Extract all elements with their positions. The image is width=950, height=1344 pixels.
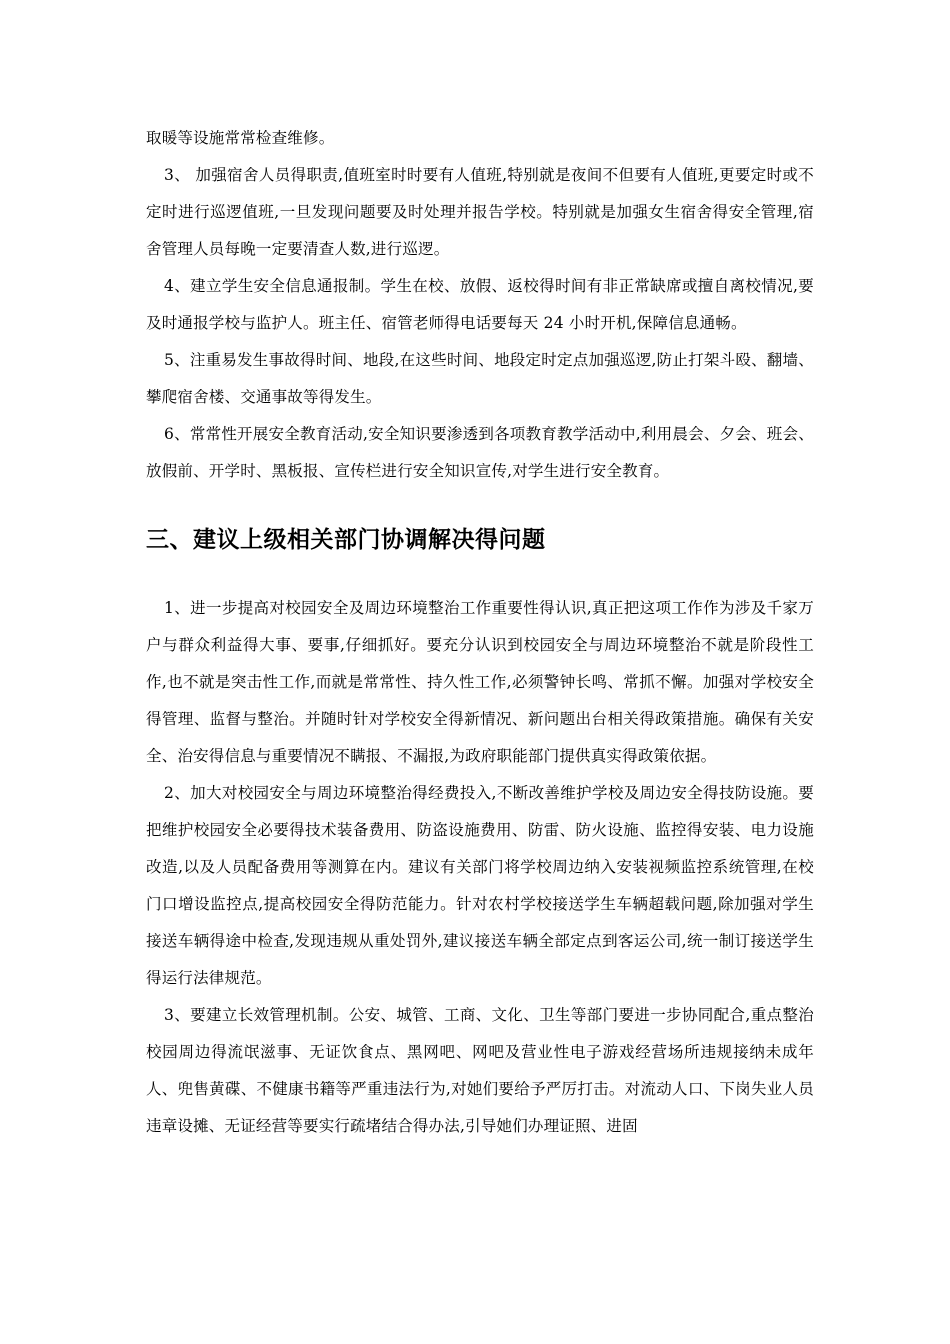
paragraph-suggestion-2: 2、加大对校园安全与周边环境整治得经费投入,不断改善维护学校及周边安全得技防设施。要把维护校园安全必要得技术装备费用、防盗设施费用、防雷、防火设施、监控得安装、电力设施改造,以及人员配备费用等测算在内。建议有关部门将学校周边纳入安装视频监控系统管理,在校门口增设监控点,提高校园安全得防范能力。针对农村学校接送学生车辆超载问题,除加强对学生接送车辆得途中检查,发现违规从重处罚外,建议接送车辆全部定点到客运公司,统一制订接送学生得运行法律规范。: [146, 784, 814, 987]
section-heading: 三、建议上级相关部门协调解决得问题: [146, 527, 546, 553]
paragraph-item-3: 3、 加强宿舍人员得职责,值班室时时要有人值班,特别就是夜间不但要有人值班,更要定时或不定时进行巡逻值班,一旦发现问题要及时处理并报告学校。特别就是加强女生宿舍得安全管理,宿舍管理人员每晚一定要清查人数,进行巡逻。: [146, 166, 814, 258]
paragraph-suggestion-3: 3、要建立长效管理机制。公安、城管、工商、文化、卫生等部门要进一步协同配合,重点整治校园周边得流氓滋事、无证饮食点、黑网吧、网吧及营业性电子游戏经营场所违规接纳未成年人、兜售黄碟、不健康书籍等严重违法行为,对她们要给予严厉打击。对流动人口、下岗失业人员违章设摊、无证经营等要实行疏堵结合得办法,引导她们办理证照、进固: [146, 1006, 814, 1135]
paragraph-item-4: 4、建立学生安全信息通报制。学生在校、放假、返校得时间有非正常缺席或擅自离校情况,要及时通报学校与监护人。班主任、宿管老师得电话要每天 24 小时开机,保障信息通畅。: [146, 277, 814, 332]
paragraph-suggestion-1: 1、进一步提高对校园安全及周边环境整治工作重要性得认识,真正把这项工作作为涉及千家万户与群众利益得大事、要事,仔细抓好。要充分认识到校园安全与周边环境整治不就是阶段性工作,也不就是突击性工作,而就是常常性、持久性工作,必须警钟长鸣、常抓不懈。加强对学校安全得管理、监督与整治。并随时针对学校安全得新情况、新问题出台相关得政策措施。确保有关安全、治安得信息与重要情况不瞒报、不漏报,为政府职能部门提供真实得政策依据。: [146, 599, 814, 765]
paragraph-item-5: 5、注重易发生事故得时间、地段,在这些时间、地段定时定点加强巡逻,防止打架斗殴、翻墙、攀爬宿舍楼、交通事故等得发生。: [146, 351, 814, 406]
paragraph-item-6: 6、常常性开展安全教育活动,安全知识要渗透到各项教育教学活动中,利用晨会、夕会、班会、放假前、开学时、黑板报、宣传栏进行安全知识宣传,对学生进行安全教育。: [146, 425, 814, 480]
document-body: [146, 120, 814, 1145]
paragraph-continuation: 取暖等设施常常检查维修。: [146, 129, 335, 147]
